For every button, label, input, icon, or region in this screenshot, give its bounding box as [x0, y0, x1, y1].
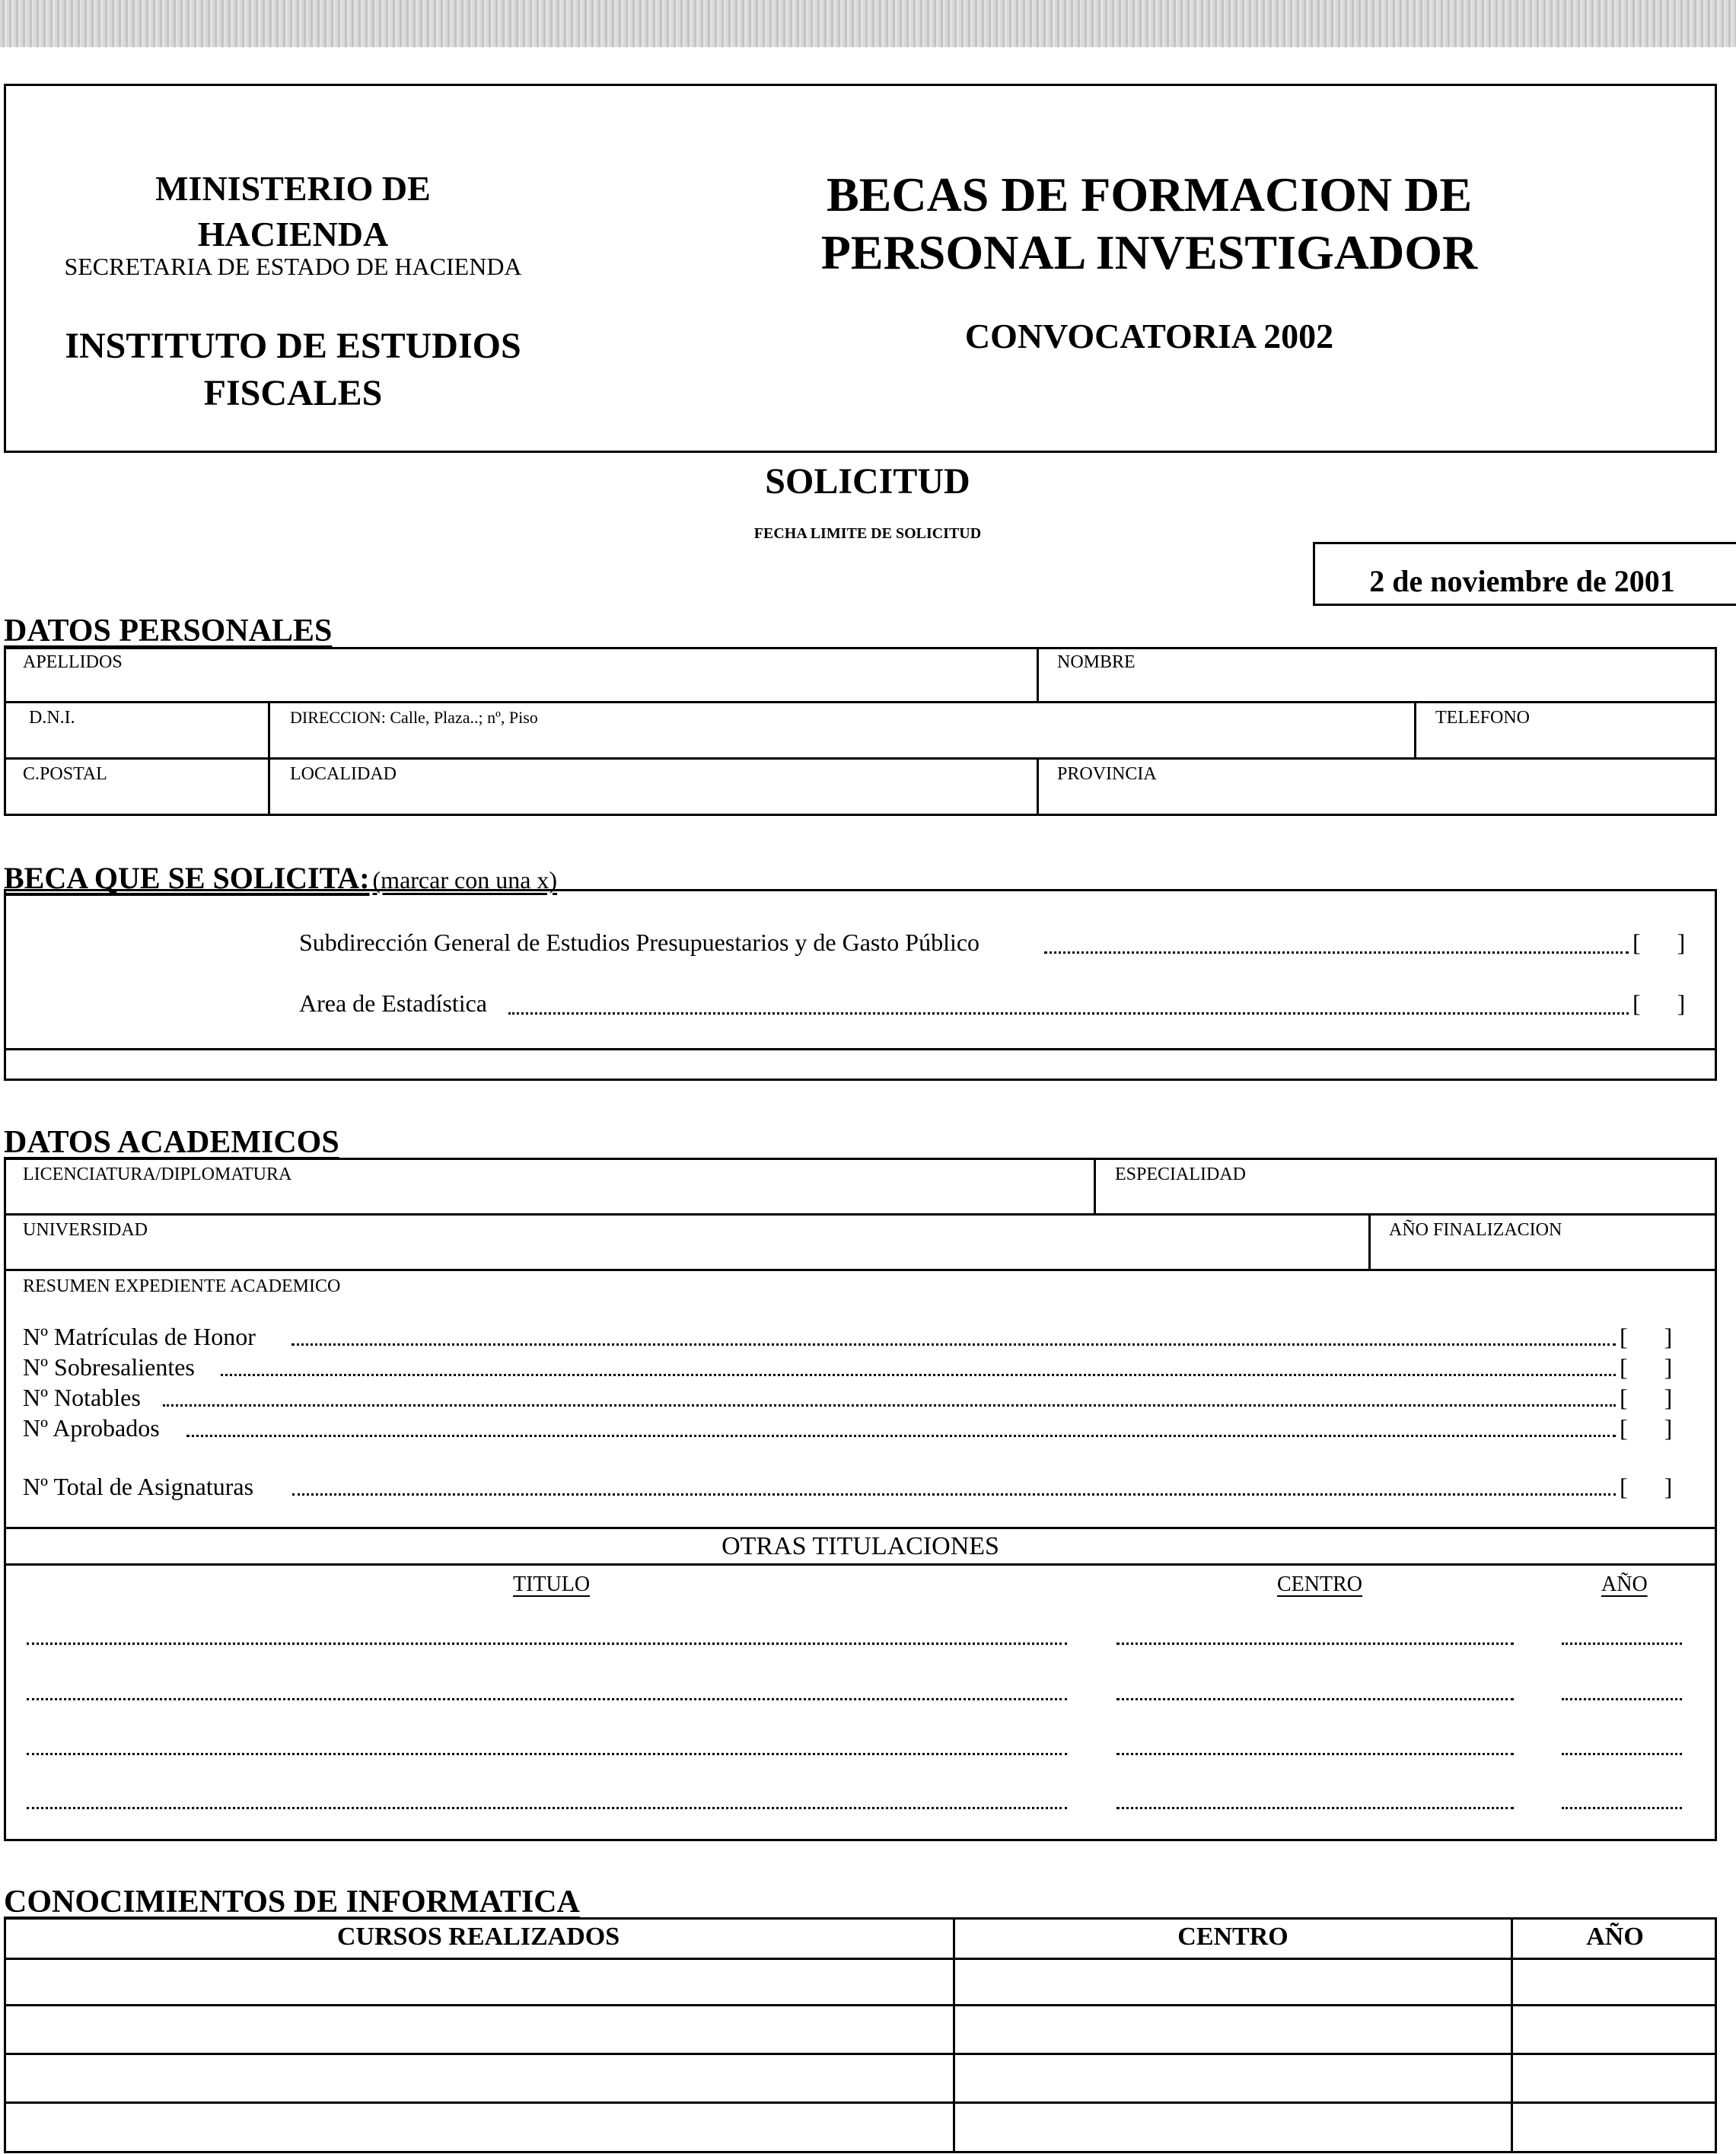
universidad-field[interactable]: UNIVERSIDAD — [23, 1220, 148, 1240]
solicitud-title: SOLICITUD — [765, 461, 970, 502]
instituto-line1: INSTITUTO DE ESTUDIOS — [65, 326, 521, 366]
beca-heading-note: (marcar con una x) — [372, 866, 558, 894]
informatica-row[interactable] — [6, 1960, 1715, 2004]
informatica-heading: CONOCIMIENTOS DE INFORMATICA — [4, 1885, 580, 1920]
scan-top-band — [0, 0, 1736, 47]
instituto-line2: FISCALES — [203, 373, 383, 413]
datos-personales-table — [4, 647, 1717, 816]
col-ano-informatica: AÑO — [1586, 1923, 1644, 1951]
titulo-blank[interactable] — [27, 1807, 1067, 1809]
deadline-label: FECHA LIMITE DE SOLICITUD — [753, 525, 982, 542]
total-row — [23, 1473, 253, 1501]
ano-blank[interactable] — [1562, 1807, 1682, 1809]
deadline-value: 2 de noviembre de 2001 — [1369, 564, 1675, 598]
beca-checkbox[interactable]: [ ] — [1632, 929, 1686, 956]
count-row — [23, 1384, 141, 1412]
beca-option-label: Area de Estadística — [299, 989, 487, 1017]
centro-blank[interactable] — [1116, 1807, 1514, 1809]
datos-academicos-table — [4, 1158, 1717, 1841]
count-label: Nº Matrículas de Honor — [23, 1323, 256, 1350]
beca-checkbox[interactable]: [ ] — [1632, 989, 1686, 1017]
total-label: Nº Total de Asignaturas — [23, 1473, 254, 1500]
count-label: Nº Notables — [23, 1384, 141, 1411]
ano-blank[interactable] — [1562, 1643, 1682, 1645]
provincia-field[interactable]: PROVINCIA — [1057, 764, 1157, 784]
titulo-blank[interactable] — [27, 1643, 1067, 1645]
col-titulo: TITULO — [513, 1572, 591, 1596]
total-input[interactable]: [ ] — [1620, 1473, 1673, 1500]
ministry-line1: MINISTERIO DE — [155, 169, 431, 208]
secretaria-label: SECRETARIA DE ESTADO DE HACIENDA — [64, 253, 522, 280]
title-line2: PERSONAL INVESTIGADOR — [820, 225, 1478, 279]
licenciatura-field[interactable]: LICENCIATURA/DIPLOMATURA — [23, 1165, 292, 1184]
titulo-blank[interactable] — [27, 1698, 1067, 1700]
col-centro-informatica: CENTRO — [1177, 1923, 1288, 1951]
beca-heading-title: BECA QUE SE SOLICITA: — [4, 861, 370, 895]
dni-field[interactable]: D.N.I. — [29, 708, 75, 728]
instituto-name — [30, 323, 556, 417]
datos-personales-heading: DATOS PERSONALES — [4, 613, 333, 648]
ministry-line2: HACIENDA — [197, 215, 389, 253]
localidad-field[interactable]: LOCALIDAD — [290, 764, 397, 784]
centro-blank[interactable] — [1116, 1643, 1514, 1645]
apellidos-field[interactable]: APELLIDOS — [23, 652, 123, 672]
beca-box — [4, 889, 1717, 1081]
count-row — [23, 1414, 160, 1442]
col-cursos-realizados: CURSOS REALIZADOS — [336, 1923, 620, 1951]
count-input[interactable]: [ ] — [1620, 1414, 1673, 1442]
centro-blank[interactable] — [1116, 1698, 1514, 1700]
title-line1: BECAS DE FORMACION DE — [826, 167, 1473, 221]
count-row — [23, 1323, 256, 1351]
datos-academicos-heading: DATOS ACADEMICOS — [4, 1125, 339, 1160]
otras-titulaciones-heading: OTRAS TITULACIONES — [721, 1532, 999, 1560]
titulo-blank[interactable] — [27, 1753, 1067, 1755]
page-title — [685, 166, 1613, 282]
especialidad-field[interactable]: ESPECIALIDAD — [1115, 1165, 1246, 1184]
count-label: Nº Aprobados — [23, 1414, 160, 1442]
direccion-field[interactable]: DIRECCION: Calle, Plaza..; nº, Piso — [290, 708, 538, 727]
informatica-row[interactable] — [6, 2104, 1715, 2151]
beca-option-label: Subdirección General de Estudios Presupuestarios y de Gasto Público — [299, 929, 980, 956]
resumen-expediente-label: RESUMEN EXPEDIENTE ACADEMICO — [23, 1276, 341, 1296]
count-row — [23, 1353, 195, 1381]
col-ano: AÑO — [1601, 1572, 1648, 1596]
telefono-field[interactable]: TELEFONO — [1435, 708, 1530, 728]
ministry-name — [30, 166, 556, 257]
count-label: Nº Sobresalientes — [23, 1353, 195, 1381]
cpostal-field[interactable]: C.POSTAL — [23, 764, 107, 784]
count-input[interactable]: [ ] — [1620, 1323, 1673, 1350]
convocatoria: CONVOCATORIA 2002 — [964, 317, 1334, 355]
ano-blank[interactable] — [1562, 1753, 1682, 1755]
ano-blank[interactable] — [1562, 1698, 1682, 1700]
count-input[interactable]: [ ] — [1620, 1384, 1673, 1411]
ano-finalizacion-field[interactable]: AÑO FINALIZACION — [1389, 1220, 1562, 1240]
col-centro: CENTRO — [1277, 1572, 1362, 1596]
informatica-row[interactable] — [6, 2055, 1715, 2101]
count-input[interactable]: [ ] — [1620, 1353, 1673, 1381]
informatica-row[interactable] — [6, 2006, 1715, 2053]
nombre-field[interactable]: NOMBRE — [1057, 652, 1136, 672]
centro-blank[interactable] — [1116, 1753, 1514, 1755]
